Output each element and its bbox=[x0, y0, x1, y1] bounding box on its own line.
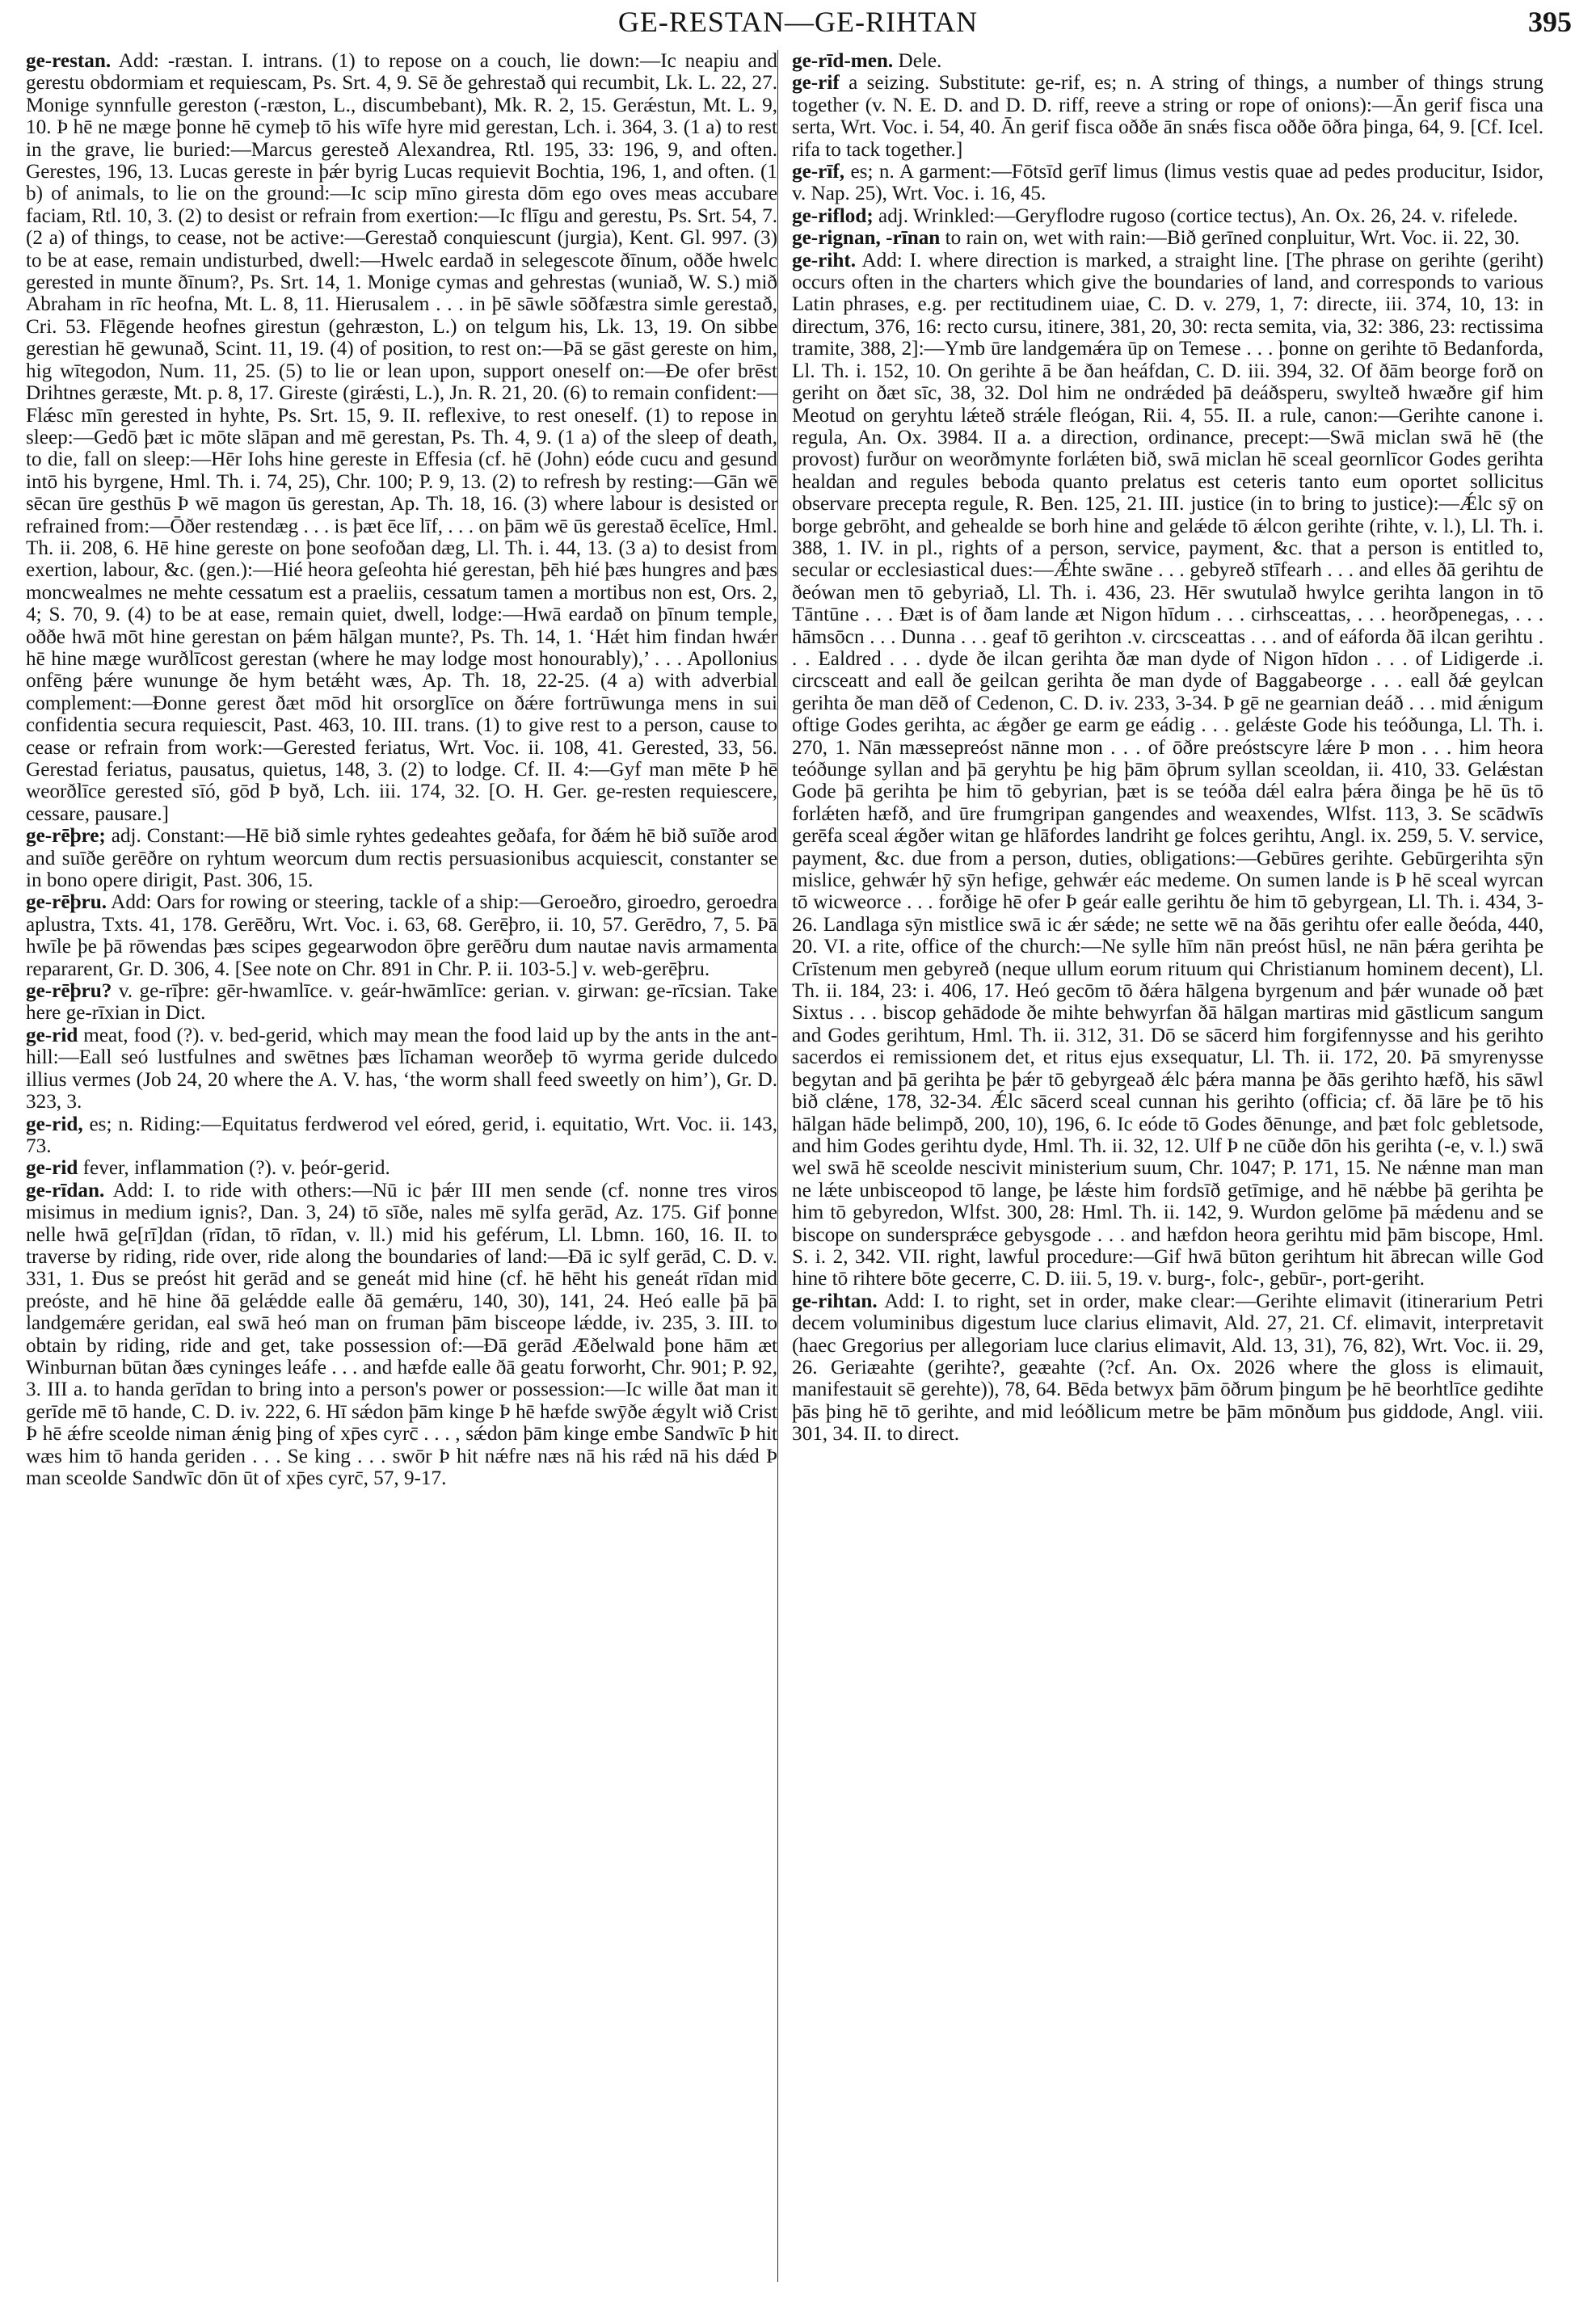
entry-text: Add: Oars for rowing or steering, tackle of a ship:—Geroeðro, giroedro, geroedra aplustra, Txts. 41, 178. Gerēðru, Wrt. Voc. i. 63, 68. Gerēþro, ii. 10, 57. Gerēdro, 7, 5. Þā hwīle þe þā rōwendas þæs scipes gegearwodon ōþre gerēðru dum nautae navis armamenta repararent, Gr. D. 306, 4. [See note on Chr. 891 in Chr. P. ii. 103-5.] v. web-gerēþru. bbox=[26, 891, 777, 980]
entry-text: v. ge-rīþre: gēr-hwamlīce. v. geár-hwāmlīce: gerian. v. girwan: ge-rīcsian. Take here ge-rīxian in Dict. bbox=[26, 980, 777, 1025]
entry-text: Add: I. to ride with others:—Nū ic þǽr III men sende (cf. nonne tres viros misimus in medium ignis?, Dan. 3, 24) tō sīðe, nales mē sylfa gerād, Az. 175. Gif þonne nelle hwā ge[rī]dan (rīdan, tō rīdan, v. ll.) mid his geférum, Ll. Lbmn. 160, 16. II. to traverse by riding, ride over, ride along the boundaries of land:—Ðā ic sylf gerād, C. D. v. 331, 1. Ðus se preóst hit gerād and se geneát mid hine (cf. hē hēht his geneát rīdan mid preóste, and hē hine ðā gelǽdde ealle ðā gemǽru, 140, 30), 141, 24. Heó ealle þā þā landgemǽre geridan, eal swā heó man on fruman þām bisceope lǽdde, iv. 235, 3. III. to obtain by riding, ride and get, take possession of:—Ðā gerād Æðelwald þone hām æt Winburnan būtan ðæs cyninges leáfe . . . and hæfde ealle ðā geatu forworht, Chr. 901; P. 92, 3. III a. to handa gerīdan to bring into a person's power or possession:—Ic wille ðat man it gerīde mē tō hande, C. D. iv. 222, 6. Hī sǽdon þām kinge Þ hē hæfde swȳðe ǽgylt wið Crist Þ hē ǽfre sceolde niman ǽnig þing of xp̄es cyrc̄ . . . , sǽdon þām kinge embe Sandwīc Þ hit wæs him tō handa geriden . . . Se king . . . swōr Þ hit nǽfre næs nā his rǽd nā his dǽd Þ man sceolde Sandwīc dōn ūt of xp̄es cyrc̄, 57, 9-17. bbox=[26, 1179, 777, 1489]
running-head: GE-RESTAN—GE-RIHTAN bbox=[617, 6, 979, 38]
dictionary-entry bbox=[26, 825, 777, 891]
dictionary-entry bbox=[792, 72, 1543, 161]
entry-text: meat, food (?). v. bed-gerid, which may mean the food laid up by the ants in the ant-hill:—Eall seó lustfulnes and swētnes þæs līchaman weorðeþ tō wyrma geride dulcedo illius vermes (Job 24, 20 where the A. V. has, ‘the worm shall feed sweetly on him’), Gr. D. 323, 3. bbox=[26, 1024, 777, 1113]
dictionary-entry bbox=[792, 205, 1543, 227]
entry-headword: ge-rīd-men. bbox=[792, 50, 894, 72]
entry-text: a seizing. Substitute: ge-rif, es; n. A string of things, a number of things strung together (v. N. E. D. and D. D. riff, reeve a string or rope of onions):—Ān gerif fisca una serta, Wrt. Voc. i. 54, 40. Ān gerif fisca oððe ān snǽs fisca oððe ōðra þinga, 64, 9. [Cf. Icel. rifa to tack together.] bbox=[792, 72, 1543, 161]
dictionary-entry bbox=[792, 161, 1543, 205]
dictionary-entry bbox=[26, 50, 777, 825]
dictionary-entry bbox=[26, 980, 777, 1025]
right-column bbox=[792, 50, 1543, 2282]
entry-headword: ge-riht. bbox=[792, 249, 857, 272]
entry-headword: ge-rid, bbox=[26, 1113, 83, 1135]
entry-headword: ge-rēþre; bbox=[26, 825, 106, 848]
dictionary-entry bbox=[26, 891, 777, 980]
column-divider bbox=[777, 50, 778, 2282]
left-column bbox=[26, 50, 777, 2282]
entry-headword: ge-rid bbox=[26, 1157, 78, 1180]
dictionary-entry bbox=[792, 227, 1543, 249]
dictionary-entry bbox=[792, 50, 1543, 72]
entry-headword: ge-riflod; bbox=[792, 204, 874, 227]
entry-headword: ge-rignan, -rīnan bbox=[792, 227, 941, 250]
dictionary-entry bbox=[26, 1180, 777, 1490]
entry-headword: ge-restan. bbox=[26, 50, 112, 72]
entry-text: Add: I. where direction is marked, a straight line. [The phrase on gerihte (geriht) occurs often in the charters which give the boundaries of land, and corresponds to various Latin phrases, e.g. per rectitudinem uiae, C. D. v. 279, 1, 7: directe, iii. 374, 10, 13: in directum, 376, 16: recto cursu, itinere, 381, 20, 30: recta semita, via, 32: 386, 23: rectissima tramite, 388, 2]:—Ymb ūre landgemǽra ūp on Temese . . . þonne on gerihte tō Bedanforda, Ll. Th. i. 152, 10. On gerihte ā be ðan heáfdan, C. D. iii. 394, 32. Of ðām beorge forð on geriht on ðæt sīc, 38, 32. Dol him ne ondrǽded þā deáðsperu, swylteð hwæðre gif him Meotud on geryhtu lǽteð strǽle fleógan, Rii. 4, 55. II. a rule, canon:—Gerihte canone i. regula, An. Ox. 3984. II a. a direction, ordinance, precept:—Swā miclan swā hē (the provost) furður on weorðmynte forlǽten bið, swā miclan hē sceal geornlīcor Godes gerihta healdan and regules beboda quanto prelatus est ceteris tanto eum oportet sollicitus observare precepta regule, R. Ben. 125, 21. III. justice (in to bring to justice):—Ǽlc sȳ on borge gebrōht, and gehealde se borh hine and gelǽde tō ǽlcon gerihte (rihte, v. l.), Ll. Th. i. 388, 1. IV. in pl., rights of a person, service, payment, &c. that a person is entitled to, secular or ecclesiastical dues:—Ǽhte swāne . . . gebyreð stīfearh . . . and elles ðā gerihtu de ðeówan men tō gebyriað, Ll. Th. i. 436, 23. Hēr swutulað hwylce gerihta langon in tō Tāntūne . . . Ðæt is of ðam lande æt Nigon hīdum . . . cirhsceattas, . . . heorðpenegas, . . . hāmsōcn . . . Dunna . . . geaf tō gerihton .v. circsceattas . . . and of eáforda ðā ilcan gerihtu . . . Ealdred . . . dyde ðe ilcan gerihta ðæ man dyde of Nigon hīdon . . . of Lidigerde .i. circsceatt and eall ðe geilcan gerihta ðe man dyde of Baggabeorge . . . eall ðǽ geylcan gerihta ðe man dēð of Cedenon, C. D. iv. 233, 3-34. Þ gē ne gearnian deáð . . . mid ǽnigum oftige Godes gerihta, ac ǽgðer ge earm ge eádig . . . gelǽste Gode his teóðunga, Ll. Th. i. 270, 1. Nān mæssepreóst nānne mon . . . of ōðre preóstscyre lǽre Þ mon . . . him heora teóðunge syllan and þā geryhtu þe hig þām ōþrum syllan sceoldan, ii. 410, 33. Gelǽstan Gode þā gerihta þe him tō gebyrian, þæt is se teóða dǽl ealra þǽra ðinga þe hē ūs tō forlǽten hæfð, and ūre frumgripan gangendes and weaxendes, Wlfst. 113, 3. Se scādwīs gerēfa sceal ǽgðer witan ge hlāfordes landriht ge folces gerihtu, Angl. ix. 259, 5. V. service, payment, &c. due from a person, duties, obligations:—Gebūres gerihte. Gebūrgerihta sȳn mislice, gehwǽr hȳ sȳn hefige, gehwǽr eác medeme. On sumen lande is Þ hē sceal wyrcan tō wicweorce . . . forðige hē ofer Þ geár ealle gerihtu ðe him tō gebyrgean, Ll. Th. i. 434, 3-26. Landlaga sȳn mistlice swā ic ǽr sǽde; ne sette wē na ðās gerihtu ofer ealle ðeóda, 440, 20. VI. a rite, office of the church:—Ne sylle hīm nān preóst hūsl, ne nān þǽra gerihta þe Crīstenum men gebyreð (neque ullum eorum rituum qui Christianum hominem decent), Ll. Th. ii. 184, 23: i. 406, 17. Heó gecōm tō ðǽra hālgena byrgenum and þǽr wunade oð þæt Sixtus . . . biscop gehādode ðe mihte behwyrfan ðā hālgan martiras mid gāstlicum sangum and Godes gerihtum, Hml. Th. ii. 312, 31. Dō se sācerd him forgifennysse and his gerihto sacerdos ei remissionem det, et ritus ejus exsequatur, Ll. Th. ii. 172, 20. Þā smyrenysse begytan and þā gerihta þe þǽr tō gebyrgeað ǽlc þǽra manna þe ðās gerihto hæfð, his sāwl bið clǽne, 178, 32-34. Ǽlc sācerd sceal cunnan his gerihto (officia; cf. ðā lāre þe tō his hālgan hāde belimpð, 200, 10), 196, 6. Ic eóde tō Godes ðēnunge, and þæt folc gebletsode, and him Godes gerihtu dyde, Hml. Th. ii. 32, 12. Ulf Þ ne cūðe dōn his gerihta (-e, v. l.) swā wel swā hē sceolde nescivit ministerium suum, Chr. 1047; P. 171, 15. Ne nǽnne man man ne lǽte unbisceopod tō lange, þe lǽste him fordsīð getīmige, and hē nǽbbe þā gerihta þe him tō gebyredon, Wlfst. 300, 28: Hml. Th. ii. 142, 9. Wurdon gelōme þā mǽdenu and se biscope on sundersprǽce gebysgode . . . and hæfdon heora gerihtu mid þām biscope, Hml. S. i. 2, 342. VII. right, lawful procedure:—Gif hwā būton gerihtum hit ābrecan wille God hine tō rihtere bōte gecerre, C. D. iii. 5, 19. v. burg-, folc-, gebūr-, port-geriht. bbox=[792, 249, 1543, 1290]
entry-text: adj. Wrinkled:—Geryflodre rugoso (cortice tectus), An. Ox. 26, 24. v. rifelede. bbox=[878, 204, 1518, 227]
entry-text: Add: -ræstan. I. intrans. (1) to repose on a couch, lie down:—Ic neapiu and gerestu obdormiam et requiescam, Ps. Srt. 4, 9. Sē ðe gehrestað qui recumbit, Lk. L. 22, 27. Monige synnfulle gereston (-ræston, L., discumbebant), Mk. R. 2, 15. Gerǽstun, Mt. L. 9, 10. Þ hē ne mæge þonne hē cymeþ tō his wīfe hyre mid gerestan, Lch. i. 364, 3. (1 a) to rest in the grave, lie buried:—Marcus geresteð Alexandrea, Rtl. 195, 33: 196, 9, and often. Gerestes, 196, 13. Lucas gereste in þǽr byrig Lucas requievit Bochtia, 196, 1, and often. (1 b) of animals, to lie on the ground:—Ic scip mīno giresta dōm ego oves meas accubare faciam, Rtl. 10, 3. (2) to desist or refrain from exertion:—Ic flīgu and gerestu, Ps. Srt. 54, 7. (2 a) of things, to cease, not be active:—Gerestað conquiescunt (jurgia), Kent. Gl. 997. (3) to be at ease, remain undisturbed, dwell:—Hwelc eardað in selegescote ðīnum, oððe hwelc gerested in munte ðīnum?, Ps. Srt. 14, 1. Monige cymas and gehrestas (wuniað, W. S.) mið Abraham in rīc heofna, Mt. L. 8, 11. Hierusalem . . . in þē sāwle sōðfæstra simle gerestað, Cri. 53. Flēgende heofnes girestun (gehræston, L.) on telgum his, Lk. 13, 19. On sibbe gerestian hē gewunað, Scint. 11, 19. (4) of position, to rest on:—Þā se gāst gereste on him, hig wītegodon, Num. 11, 25. (5) to lie or lean upon, support oneself on:—Ðe ofer brēst Drihtnes geræste, Mt. p. 8, 17. Gireste (girǽsti, L.), Jn. R. 21, 20. (6) to remain confident:—Flǽsc mīn gerested in hyhte, Ps. Srt. 15, 9. II. reflexive, to rest oneself. (1) to repose in sleep:—Gedō þæt ic mōte slāpan and mē gerestan, Ps. Th. 4, 9. (1 a) of the sleep of death, to die, fall on sleep:—Hēr Iohs hine gereste in Effesia (cf. hē (John) eóde cucu and gesund intō his byrgene, Hml. Th. i. 74, 25), Chr. 100; P. 9, 13. (2) to refresh by resting:—Gān wē sēcan ūre gesthūs Þ wē magon ūs gerestan, Ap. Th. 18, 16. (3) where labour is desisted or refrained from:—Ōðer restendæg . . . is þæt ēce līf, . . . on þām wē ūs gerestað ēcelīce, Hml. Th. ii. 208, 6. Hē hine gereste on þone seofoðan dæg, Ll. Th. i. 44, 13. (3 a) to desist from exertion, labour, &c. (gen.):—Hié heora geſeohta hié gerestan, þēh hié þæs hungres and þæs moncwealmes ne mehte cessatum est a praeliis, cessatum tamen a mortibus non est, Ors. 2, 4; S. 70, 9. (4) to be at ease, remain quiet, dwell, lodge:—Hwā eardað on þīnum temple, oððe hwā mōt hine gerestan on þǽm hālgan munte?, Ps. Th. 14, 1. ‘Hǽt him findan hwǽr hē hine mæge wurðlīcost gerestan (where he may lodge most honourably),’ . . . Apollonius onfēng þǽre wununge ðe hym betǽht wæs, Ap. Th. 18, 22-25. (4 a) with adverbial complement:—Ðonne gerest ðæt mōd hit orsorglīce on ðǽre fortrūwunga mens in sui confidentia secura requiescit, Past. 463, 10. III. trans. (1) to give rest to a person, cause to cease or refrain from work:—Gerested feriatus, Wrt. Voc. ii. 108, 41. Gerested, 33, 56. Gerestad feriatus, pausatus, quietus, 148, 3. (2) to lodge. Cf. II. 4:—Gyf man mēte Þ hē weorðlīce gerested sīó, gōd Þ byð, Lch. iii. 174, 32. [O. H. Ger. ge-resten requiescere, cessare, pausare.] bbox=[26, 50, 777, 825]
dictionary-entry bbox=[792, 250, 1543, 1290]
page-header bbox=[24, 5, 1572, 45]
entry-headword: ge-rīf, bbox=[792, 161, 845, 183]
entry-text: fever, inflammation (?). v. þeór-gerid. bbox=[82, 1157, 390, 1180]
entry-text: es; n. A garment:—Fōtsīd gerīf limus (limus vestis quae ad pedes producitur, Isidor, v. Nap. 25), Wrt. Voc. i. 16, 45. bbox=[792, 161, 1543, 205]
page-number: 395 bbox=[1528, 6, 1572, 38]
entry-text: adj. Constant:—Hē bið simle ryhtes gedeahtes geðafa, for ðǽm hē bið suīðe arod and suīðe gerēðre on ryhtum weorcum dum rectis persuasionibus acquiescit, constanter se in bono opere dirigit, Past. 306, 15. bbox=[26, 825, 777, 892]
entry-text: es; n. Riding:—Equitatus ferdwerod vel eóred, gerid, i. equitatio, Wrt. Voc. ii. 143, 73. bbox=[26, 1113, 777, 1157]
entry-headword: ge-rid bbox=[26, 1024, 78, 1046]
entry-text: Add: I. to right, set in order, make clear:—Gerihte elimavit (itinerarium Petri decem voluminibus digestum luce clarius elimavit, Ald. 27, 21. Cf. elimavit, interpretavit (haec Gregorius per allegoriam luce clarius elimavit, Ald. 13, 31), 76, 82), Wrt. Voc. ii. 29, 26. Geriæahte (gerihte?, geæahte (?cf. An. Ox. 2026 where the gloss is elimauit, manifestauit sē gerehte)), 78, 64. Bēda betwyx þām ōðrum þingum þe hē beorhtlīce gedihte þās þing hē tō gerihte, and mid leóðlicum metre be þām mōnðum þus giddode, Angl. viii. 301, 34. II. to direct. bbox=[792, 1290, 1543, 1446]
entry-headword: ge-rif bbox=[792, 72, 840, 95]
dictionary-entry bbox=[26, 1025, 777, 1113]
dictionary-entry bbox=[26, 1157, 777, 1179]
dictionary-entry bbox=[792, 1290, 1543, 1446]
dictionary-entry bbox=[26, 1113, 777, 1158]
entry-text: to rain on, wet with rain:—Bið gerīned conpluitur, Wrt. Voc. ii. 22, 30. bbox=[945, 227, 1520, 250]
entry-headword: ge-rihtan. bbox=[792, 1290, 878, 1312]
entry-text: Dele. bbox=[898, 50, 942, 72]
entry-headword: ge-rīdan. bbox=[26, 1179, 105, 1202]
entry-headword: ge-rēþru? bbox=[26, 980, 112, 1003]
entry-headword: ge-rēþru. bbox=[26, 891, 107, 914]
